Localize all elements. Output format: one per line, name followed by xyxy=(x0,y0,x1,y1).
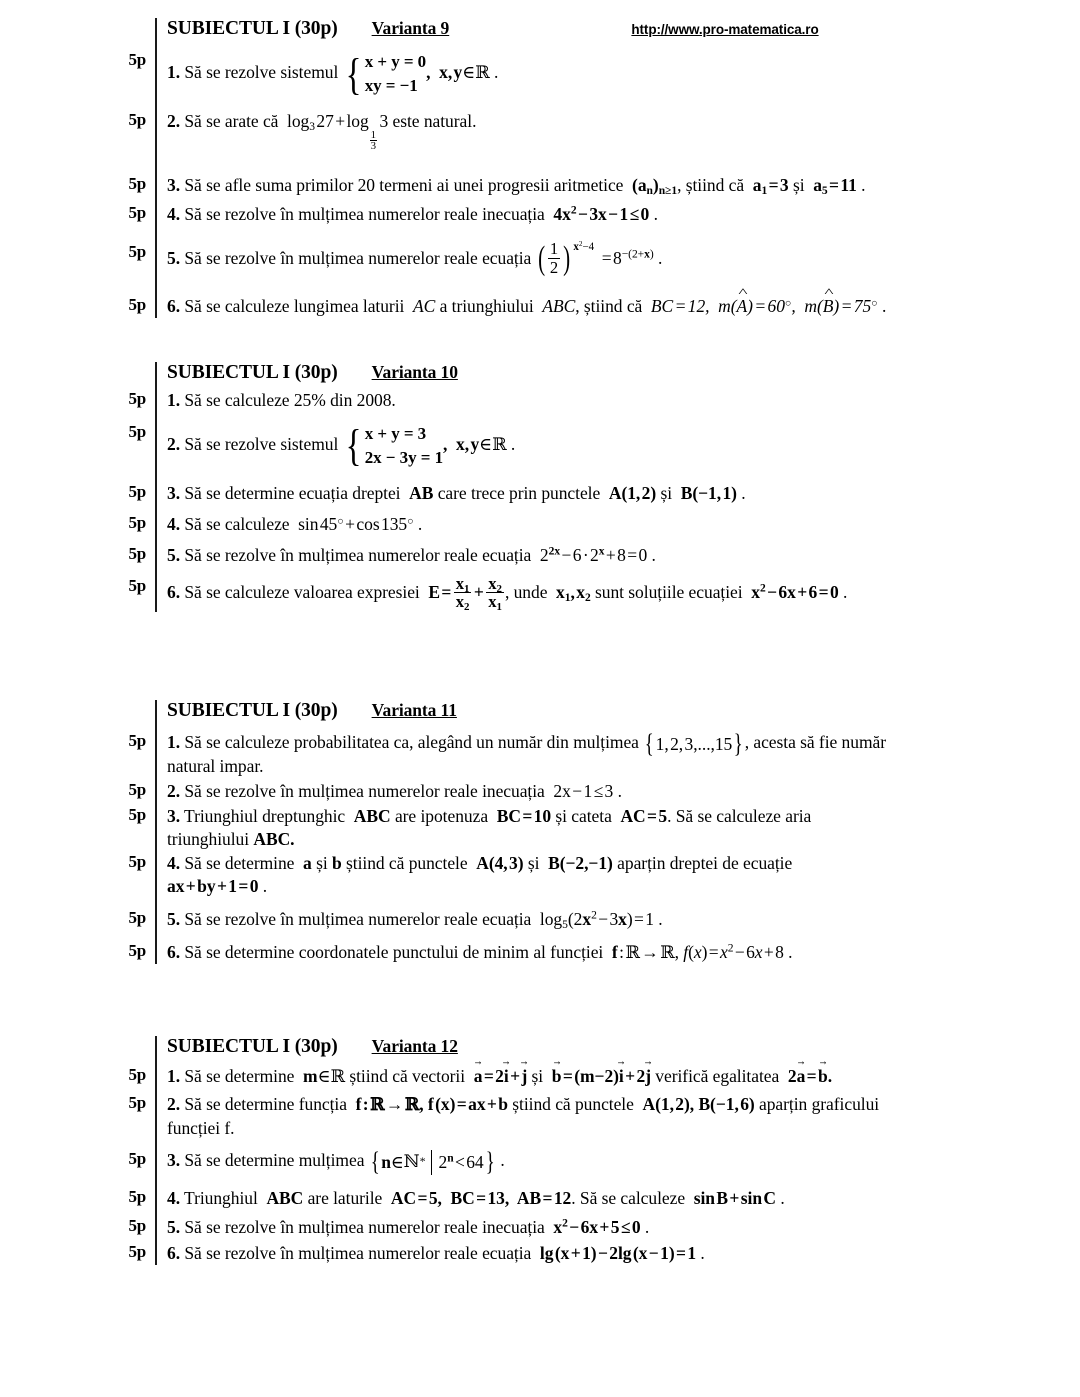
question-row xyxy=(112,422,1012,470)
question-text: 6. Să se calculeze valoarea expresiei E = $\frac{x_1}{x_2}$ + $\frac{x_2}{x_1}$ , unde $x_1$, $x_2$ sunt soluțiile ecuației $x^2$ − 6x + 6 = 0 . xyxy=(167,573,848,614)
set-notation: { n ∈ ℕ * $2^n$ < 64 } xyxy=(370,1146,495,1176)
question-text: 5. Să se rezolve în mulțimea numerelor reale inecuația $x^2$ − 6x + 5 ≤ 0 . xyxy=(167,1216,650,1237)
question-fragment: care trece prin punctele xyxy=(437,483,601,503)
question-row xyxy=(112,203,1012,226)
line-equation: ax + by + 1 = 0 xyxy=(167,876,259,897)
subject-title: SUBIECTUL I (30p) xyxy=(167,18,338,39)
question-number: 2. xyxy=(167,781,181,802)
question-text: 2. Să se rezolve în mulțimea numerelor reale inecuația 2x − 1 ≤ 3 . xyxy=(167,781,622,802)
question-number: 1. xyxy=(167,1066,181,1086)
question-number: 4. xyxy=(167,853,181,874)
question-number: 1. xyxy=(167,732,181,752)
question-fragment: . Să se calculeze aria xyxy=(667,805,812,826)
question-row xyxy=(112,1146,1012,1176)
question-row xyxy=(112,1065,1012,1089)
question-number: 5. xyxy=(167,1216,181,1237)
question-fragment: Să se determine funcția xyxy=(184,1093,347,1114)
points-label: 5p xyxy=(128,1149,146,1169)
given-values: BC = 12, m(^ A) = 60○, m(^ B) = 75○ xyxy=(647,296,878,316)
question-text: 4. Triunghiul ABC are laturile AC = 5, BC = 13, AB = 12. Să se calculeze sin B + sin C . xyxy=(167,1187,785,1208)
question-fragment: și xyxy=(531,1066,544,1086)
vector-equality: 2→ a = → b. xyxy=(784,1066,833,1086)
roots: $x_1$, $x_2$ xyxy=(551,582,591,605)
question-number: 6. xyxy=(167,1243,181,1264)
question-number: 4. xyxy=(167,1187,181,1208)
question-fragment: Triunghiul xyxy=(184,1187,258,1208)
question-row xyxy=(112,728,1012,778)
hypotenuse-bc: BC = 10 xyxy=(492,805,552,826)
question-fragment: Să se calculeze 25% din 2008. xyxy=(184,390,396,410)
points-label: 5p xyxy=(128,512,146,532)
question-text xyxy=(155,728,1012,778)
question-text: 6. Să se calculeze lungimea laturii AC a triunghiului ABC, știind că BC = 12, m(^ A) = 60○, m(^ B) = 75○ . xyxy=(155,295,1012,318)
question-text: 6. Să se rezolve în mulțimea numerelor reale ecuația lg (x + 1) − 2lg (x − 1) = 1 . xyxy=(167,1243,705,1264)
parameter-m: m xyxy=(298,1066,318,1086)
question-row xyxy=(112,852,1012,898)
question-number: 3. xyxy=(167,175,181,196)
question-row xyxy=(112,780,1012,803)
inequality: 2x − 1 ≤ 3 xyxy=(549,781,614,802)
variant-label: Varianta 9 xyxy=(371,18,450,38)
question-text: 1. Să se determine m∈ℝ știind că vectorii → a = 2→ i + → j și → b = (m−2)→ i + 2→ j verifică egalitatea 2→ a = → b. xyxy=(155,1065,1012,1089)
vector-b: → b = (m−2)→ i + 2→ j xyxy=(547,1066,651,1086)
question-text: 6. Să se determine coordonatele punctului de minim al funcției f : ℝ → ℝ, f(x) = $x^2$ − 6x + 8 . xyxy=(167,941,793,963)
side-lengths: AC = 5, BC = 13, AB = 12 xyxy=(386,1187,572,1208)
question-text: 4. Să se rezolve în mulțimea numerelor reale inecuația $4x^2$ − 3x − 1 ≤ 0 . xyxy=(167,203,658,224)
question-fragment: și xyxy=(527,853,540,874)
question-fragment: Triunghiul dreptunghic xyxy=(184,805,346,826)
question-row xyxy=(112,941,1012,965)
block-header xyxy=(112,18,1012,44)
points-label: 5p xyxy=(128,907,146,927)
question-number: 1. xyxy=(167,390,181,410)
question-row xyxy=(112,544,1012,567)
question-text: 2. Să se rezolve sistemul { x + y = 3 2x − 3y = 1 , x, y∈ℝ . xyxy=(167,421,516,471)
question-number: 4. xyxy=(167,513,181,534)
question-row xyxy=(112,482,1012,505)
trig-expression: sin 45○ + cos 135○ xyxy=(293,513,414,534)
expression-e: E = $\frac{x_1}{x_2}$ + $\frac{x_2}{x_1}$ xyxy=(424,573,502,614)
question-fragment: Să se arate că xyxy=(184,111,279,132)
question-number: 5. xyxy=(167,908,181,929)
leg-ac: AC = 5 xyxy=(616,805,668,826)
triangle-abc: ABC xyxy=(538,296,576,317)
points-label: 5p xyxy=(128,780,146,800)
question-row xyxy=(112,1242,1012,1265)
question-fragment: Să se rezolve în mulțimea numerelor reale ecuația xyxy=(184,1243,532,1264)
question-fragment: Să se rezolve în mulțimea numerelor reale inecuația xyxy=(184,1216,545,1237)
point-a: A(1, 2) xyxy=(604,483,657,503)
question-fragment: Să se determine xyxy=(184,1066,295,1086)
question-text xyxy=(155,110,1012,152)
sequence-notation: $(a_n)_{n\ge 1}$ xyxy=(627,175,678,198)
question-row xyxy=(112,1216,1012,1239)
subject-block-varianta-10 xyxy=(112,362,1012,612)
question-fragment: , știind că xyxy=(575,296,643,317)
question-number: 5. xyxy=(167,247,181,268)
question-fragment: știind că punctele xyxy=(512,1093,634,1114)
points-label: 5p xyxy=(128,50,146,69)
question-fragment: a triunghiului xyxy=(439,296,534,317)
points-label: 5p xyxy=(128,852,146,872)
subject-block-varianta-12 xyxy=(112,1036,1012,1265)
question-fragment: Să se calculeze xyxy=(184,513,290,534)
question-row xyxy=(112,1093,1012,1140)
point-a: A(4, 3) xyxy=(471,853,524,874)
points-label: 5p xyxy=(128,1065,146,1084)
triangle-abc: ABC xyxy=(262,1187,304,1208)
question-fragment: Să se rezolve sistemul xyxy=(184,433,339,454)
system-of-equations: { x + y = 0 xy = −1 xyxy=(345,49,427,99)
quadratic-equation: $x^2$ − 6x + 6 = 0 xyxy=(746,582,839,603)
subject-block-varianta-9 xyxy=(112,18,1012,318)
points-label: 5p xyxy=(128,940,146,960)
question-number: 3. xyxy=(167,805,181,826)
points-label: 5p xyxy=(128,482,146,501)
inequality: $x^2$ − 6x + 5 ≤ 0 xyxy=(549,1216,641,1237)
question-fragment: aparțin dreptei de ecuație xyxy=(617,853,793,874)
question-fragment: , acesta să fie număr xyxy=(744,732,887,752)
question-text: 3. Să se determine mulțimea { n ∈ ℕ * $2^n$ < 64 } . xyxy=(167,1146,505,1176)
question-text: 3. Să se determine ecuația dreptei AB care trece prin punctele A(1, 2) și B(−1, 1) . xyxy=(167,483,746,503)
question-fragment: , știind că xyxy=(677,175,745,196)
question-fragment: este natural. xyxy=(392,111,477,132)
question-row xyxy=(112,239,1012,278)
question-fragment: Să se calculeze valoarea expresiei xyxy=(184,582,420,603)
points-label: 5p xyxy=(128,1242,146,1262)
question-fragment: Să se calculeze probabilitatea ca, alegând un număr din mulțimea xyxy=(184,732,639,752)
question-text: 4. Să se calculeze sin 45○ + cos 135○ . xyxy=(167,513,423,534)
question-row xyxy=(112,389,1012,412)
subject-block-varianta-11 xyxy=(112,700,1012,964)
coef-b: b xyxy=(332,853,342,874)
question-number: 2. xyxy=(167,1093,181,1114)
question-number: 6. xyxy=(167,941,181,962)
variant-label: Varianta 11 xyxy=(371,700,457,720)
question-number: 6. xyxy=(167,582,181,603)
question-number: 3. xyxy=(167,1150,181,1171)
question-row xyxy=(112,573,1012,614)
question-number: 3. xyxy=(167,483,181,503)
question-row xyxy=(112,50,1012,98)
question-fragment: și cateta xyxy=(555,805,612,826)
points-label: 5p xyxy=(128,174,146,194)
question-row xyxy=(112,295,1012,318)
points-label: 5p xyxy=(128,241,146,261)
question-fragment: , unde xyxy=(504,582,548,603)
question-text xyxy=(155,389,1012,412)
question-text: 5. Să se rezolve în mulțimea numerelor reale ecuația $\log_5(2x^2$ − 3x) = 1 . xyxy=(167,908,663,932)
triangle-abc: ABC xyxy=(349,805,391,826)
question-text: 5. Să se rezolve în mulțimea numerelor reale ecuația ( $\frac{1}{2}$ ) $x^2-4$ = $8^{-(2+x)}$ . xyxy=(167,239,663,278)
question-fragment: verifică egalitatea xyxy=(655,1066,780,1086)
triangle-abc-2: ABC. xyxy=(253,828,295,849)
question-number: 2. xyxy=(167,433,181,454)
points-label: 5p xyxy=(128,110,146,130)
question-fragment: Să se calculeze lungimea laturii xyxy=(184,296,405,317)
question-fragment: și xyxy=(792,175,805,196)
question-text xyxy=(155,805,1012,851)
function-definition: f : ℝ → ℝ, f (x) = ax + b xyxy=(351,1093,508,1115)
subject-title: SUBIECTUL I (30p) xyxy=(167,700,338,721)
point-b: B(−1, 1) xyxy=(676,483,737,503)
question-row xyxy=(112,174,1012,197)
question-fragment: are ipotenuza xyxy=(394,805,489,826)
question-row xyxy=(112,110,1012,152)
term-a5: $a_5$ = 11 xyxy=(808,175,857,198)
line-ab: AB xyxy=(404,483,434,503)
points-label: 5p xyxy=(128,731,146,750)
points-label: 5p xyxy=(128,576,146,596)
question-fragment: Să se rezolve în mulțimea numerelor reale ecuația xyxy=(184,908,532,929)
points-label: 5p xyxy=(128,389,146,408)
question-number: 2. xyxy=(167,111,181,132)
points-label: 5p xyxy=(128,421,146,441)
points-label: 5p xyxy=(128,804,146,824)
inequality: $4x^2$ − 3x − 1 ≤ 0 xyxy=(549,203,650,224)
question-row xyxy=(112,1187,1012,1210)
exponential-equation: $2^{2x}$ − 6 · $2^x$ + 8 = 0 xyxy=(535,544,648,565)
segment-ac: AC xyxy=(408,296,436,317)
question-fragment: funcției f. xyxy=(167,1117,235,1138)
question-text: 1. Să se rezolve sistemul { x + y = 0 xy = −1 , x, y∈ℝ . xyxy=(167,49,499,99)
question-fragment: Să se rezolve sistemul xyxy=(184,62,339,83)
question-fragment: Să se determine coordonatele punctului de minim al funcției xyxy=(184,941,604,962)
exponential-equation: ( $\frac{1}{2}$ ) $x^2-4$ xyxy=(537,239,595,278)
question-fragment: știind că punctele xyxy=(346,853,468,874)
log-equation: lg (x + 1) − 2lg (x − 1) = 1 xyxy=(535,1243,697,1264)
question-fragment: și xyxy=(660,483,673,503)
point-b: B(−2,−1) xyxy=(543,853,613,874)
question-text xyxy=(155,1093,1012,1140)
trig-expression: sin B + sin C xyxy=(689,1187,777,1208)
points-label: 5p xyxy=(128,543,146,563)
question-fragment: Să se rezolve în mulțimea numerelor reale inecuația xyxy=(184,781,545,802)
site-url-link[interactable]: http://www.pro-matematica.ro xyxy=(631,22,819,37)
question-text: 5. Să se rezolve în mulțimea numerelor reale ecuația $2^{2x}$ − 6 · $2^x$ + 8 = 0 . xyxy=(167,544,656,565)
question-fragment: . Să se calculeze xyxy=(571,1187,686,1208)
set-notation: { 1, 2, 3,...,15 } xyxy=(644,728,743,758)
question-fragment: are laturile xyxy=(307,1187,383,1208)
points-label: 5p xyxy=(128,1092,146,1112)
point-b: B(−1, 6) xyxy=(698,1093,755,1114)
block-header xyxy=(112,362,1012,388)
question-number: 5. xyxy=(167,544,181,565)
question-row xyxy=(112,513,1012,536)
point-a: A(1, 2), xyxy=(638,1093,695,1114)
system-of-equations: { x + y = 3 2x − 3y = 1 xyxy=(345,421,444,471)
question-fragment: știind că vectorii xyxy=(349,1066,466,1086)
term-a1: $a_1$ = 3 xyxy=(748,175,789,198)
question-row xyxy=(112,805,1012,851)
function-definition: f : ℝ → ℝ, f(x) = $x^2$ − 6x + 8 xyxy=(611,941,784,963)
question-fragment: și xyxy=(316,853,328,874)
log-equation: $\log_5(2x^2$ − 3x) = 1 xyxy=(535,908,654,932)
question-fragment: Să se determine mulțimea xyxy=(184,1150,365,1171)
question-fragment: aparțin graficului xyxy=(759,1093,880,1114)
question-row xyxy=(112,908,1012,931)
question-fragment: Să se afle suma primilor 20 termeni ai unei progresii aritmetice xyxy=(184,175,624,196)
question-number: 6. xyxy=(167,296,181,317)
question-fragment: natural impar. xyxy=(167,756,264,777)
question-fragment: Să se rezolve în mulțimea numerelor reale ecuația xyxy=(184,544,532,565)
variant-label: Varianta 10 xyxy=(371,362,458,382)
block-header xyxy=(112,700,1012,726)
points-label: 5p xyxy=(128,1215,146,1235)
variant-label: Varianta 12 xyxy=(371,1036,458,1056)
question-text: 4. Să se determine a și b știind că punctele A(4, 3) și B(−2,−1) aparțin dreptei de ecuație ax + by + 1 = 0 . xyxy=(167,853,793,897)
log-expression: $\log_3$ 27 + log $\frac{1}{3}$ 3 xyxy=(282,111,389,153)
question-number: 1. xyxy=(167,62,181,83)
points-label: 5p xyxy=(128,202,146,222)
question-number: 4. xyxy=(167,203,181,224)
points-label: 5p xyxy=(128,1186,146,1206)
question-text: 3. Să se afle suma primilor 20 termeni ai unei progresii aritmetice $(a_n)_{n\ge 1}$, știind că $a_1$ = 3 și $a_5$ = 11 . xyxy=(167,175,866,198)
question-fragment: Să se determine xyxy=(184,853,295,874)
points-label: 5p xyxy=(128,295,146,315)
question-fragment: triunghiului xyxy=(167,828,250,849)
question-fragment: Să se rezolve în mulțimea numerelor reale inecuația xyxy=(184,203,545,224)
question-fragment: sunt soluțiile ecuației xyxy=(595,582,743,603)
subject-title: SUBIECTUL I (30p) xyxy=(167,362,338,383)
vector-a: → a = 2→ i + → j xyxy=(469,1066,527,1086)
subject-title: SUBIECTUL I (30p) xyxy=(167,1036,338,1057)
question-fragment: Să se determine ecuația dreptei xyxy=(184,483,401,503)
question-fragment: Să se rezolve în mulțimea numerelor reale ecuația xyxy=(184,247,532,268)
coef-a: a xyxy=(298,853,312,874)
